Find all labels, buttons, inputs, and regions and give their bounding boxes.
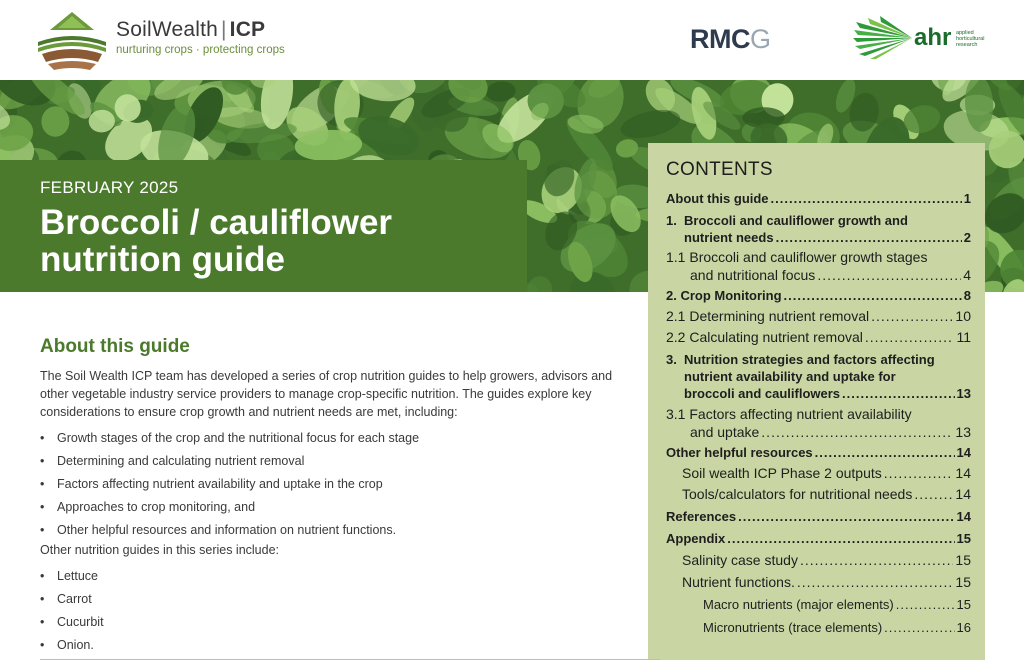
toc-entry-macro-nutrients[interactable]: Macro nutrients (major elements) ..... 15 xyxy=(666,596,971,613)
toc-entry-other-resources[interactable]: Other helpful resources ..... 14 xyxy=(666,444,971,461)
toc-entry-references[interactable]: References ..... 14 xyxy=(666,508,971,525)
toc-entry-section-2-1[interactable]: 2.1 Determining nutrient removal ..... 10 xyxy=(666,308,971,325)
other-guides-intro: Other nutrition guides in this series include: xyxy=(40,543,280,557)
about-paragraph: The Soil Wealth ICP team has developed a series of crop nutrition guides to help growers, advisors and other vegetable industry service providers to manage crop-specific nutrition. The guides explore key considerations to ensure crop growth and nutrient needs are met, including: xyxy=(40,369,613,419)
toc-entry-phase2-outputs[interactable]: Soil wealth ICP Phase 2 outputs ..... 14 xyxy=(666,465,971,482)
list-item[interactable]: • Lettuce xyxy=(40,568,99,583)
list-item[interactable]: • Carrot xyxy=(40,591,92,606)
list-item: • Approaches to crop monitoring, and xyxy=(40,499,256,514)
list-item: • Growth stages of the crop and the nutritional focus for each stage xyxy=(40,430,420,445)
other-guides-list xyxy=(40,564,620,656)
feature-bullet-list xyxy=(40,426,620,541)
soilwealth-brand xyxy=(116,18,285,56)
toc-entry-appendix[interactable]: Appendix ..... 15 xyxy=(666,530,971,547)
title-line-1: Broccoli / cauliflower xyxy=(40,203,393,242)
toc-entry-micro-nutrients[interactable]: Micronutrients (trace elements) ..... 16 xyxy=(666,619,971,636)
toc-entry-section-3-1[interactable]: 3.1 Factors affecting nutrient availability and uptake ..... 13 xyxy=(666,405,971,441)
soilwealth-logo-icon xyxy=(32,8,112,72)
toc-entry-section-1-1[interactable]: 1.1 Broccoli and cauliflower growth stages and nutritional focus ..... 4 xyxy=(666,248,971,284)
toc-entry-section-1[interactable]: 1. Broccoli and cauliflower growth and nutrient needs ..... 2 xyxy=(666,212,971,246)
ahr-subtitle: applied horticultural research xyxy=(956,30,985,48)
ahr-logo-text: ahr xyxy=(914,24,952,51)
table-of-contents xyxy=(648,143,985,660)
list-item: • Other helpful resources and information on nutrient functions. xyxy=(40,522,397,537)
title-line-2: nutrition guide xyxy=(40,240,285,279)
toc-entry-section-2-2[interactable]: 2.2 Calculating nutrient removal ..... 11 xyxy=(666,329,971,346)
brand-name: SoilWealth | ICP xyxy=(116,18,266,41)
title-block xyxy=(0,160,527,292)
ahr-leaf-icon xyxy=(850,16,920,60)
toc-title: CONTENTS xyxy=(666,159,773,180)
brand-tagline: nurturing crops · protecting crops xyxy=(116,44,285,56)
publication-date: FEBRUARY 2025 xyxy=(40,178,179,197)
page-header xyxy=(0,0,1024,80)
list-item: • Factors affecting nutrient availability and uptake in the crop xyxy=(40,476,383,491)
list-item: • Determining and calculating nutrient removal xyxy=(40,453,305,468)
list-item[interactable]: • Onion. xyxy=(40,637,94,652)
toc-entry-salinity[interactable]: Salinity case study ..... 15 xyxy=(666,552,971,569)
toc-entry-section-3[interactable]: 3. Nutrition strategies and factors affecting nutrient availability and uptake for broccoli and cauliflowers ..... 13 xyxy=(666,351,971,402)
toc-entry-section-2[interactable]: 2. Crop Monitoring ..... 8 xyxy=(666,287,971,304)
page-title xyxy=(40,204,527,278)
toc-entry-tools-calculators[interactable]: Tools/calculators for nutritional needs ..... 14 xyxy=(666,486,971,503)
about-heading: About this guide xyxy=(40,336,190,357)
footer-divider xyxy=(40,659,660,660)
toc-entry-nutrient-functions[interactable]: Nutrient functions. ..... 15 xyxy=(666,574,971,591)
rmcg-logo: RMCG xyxy=(690,24,771,54)
toc-entry-about[interactable]: About this guide ..... 1 xyxy=(666,190,971,207)
list-item[interactable]: • Cucurbit xyxy=(40,614,104,629)
